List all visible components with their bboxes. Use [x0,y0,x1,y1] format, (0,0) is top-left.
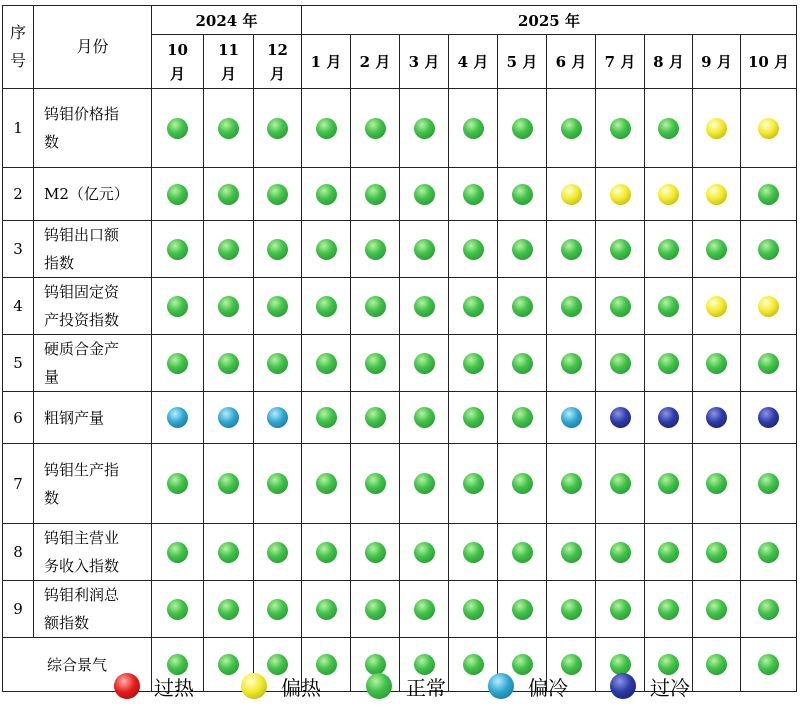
status-cell [254,278,302,335]
status-normal-icon [365,542,386,563]
legend-normal-icon [366,673,392,699]
status-cell [498,581,547,638]
status-cell [741,278,797,335]
status-normal-icon [218,296,239,317]
status-cell [645,392,693,444]
legend-warm-icon [241,673,267,699]
status-normal-icon [610,296,631,317]
status-normal-icon [658,599,679,620]
status-cell [645,524,693,581]
status-normal-icon [218,353,239,374]
status-cell [498,278,547,335]
status-cell [302,89,351,168]
month-header-2025: 3 月 [400,35,449,89]
status-warm-icon [758,296,779,317]
status-cell [645,89,693,168]
status-normal-icon [167,599,188,620]
status-normal-icon [167,353,188,374]
status-cell [741,168,797,221]
status-cell [645,444,693,524]
status-normal-icon [414,296,435,317]
status-normal-icon [463,473,484,494]
status-normal-icon [561,599,582,620]
status-cell [302,444,351,524]
status-cell [693,278,741,335]
status-normal-icon [218,118,239,139]
status-cell [400,168,449,221]
status-warm-icon [706,184,727,205]
status-cell [400,581,449,638]
status-cell [254,581,302,638]
row-indicator-name: 硬质合金产 量 [34,335,152,392]
status-cell [351,278,400,335]
status-normal-icon [167,296,188,317]
prosperity-table [2,5,797,692]
status-normal-icon [365,118,386,139]
status-cell [693,89,741,168]
status-normal-icon [316,542,337,563]
table-row [3,221,797,278]
status-normal-icon [758,542,779,563]
status-cell [741,221,797,278]
row-indicator-name: 钨钼生产指 数 [34,444,152,524]
row-indicator-name: 钨钼固定资 产投资指数 [34,278,152,335]
status-normal-icon [512,239,533,260]
table-row [3,335,797,392]
status-normal-icon [658,296,679,317]
row-index: 3 [3,221,34,278]
row-index: 8 [3,524,34,581]
table-row [3,444,797,524]
status-cell [596,221,645,278]
legend-label: 偏热 [281,675,321,700]
table-row [3,278,797,335]
status-cell [596,278,645,335]
status-normal-icon [610,473,631,494]
status-normal-icon [758,239,779,260]
status-normal-icon [267,599,288,620]
status-normal-icon [658,542,679,563]
table-row [3,392,797,444]
status-normal-icon [218,184,239,205]
row-indicator-name: 钨钼利润总 额指数 [34,581,152,638]
status-cell [596,168,645,221]
status-normal-icon [218,473,239,494]
legend-item-hot [114,671,194,701]
status-cell [547,278,596,335]
month-header-2025: 5 月 [498,35,547,89]
status-cell [152,392,204,444]
status-normal-icon [316,118,337,139]
legend-cool-icon [488,673,514,699]
status-cell [498,444,547,524]
status-normal-icon [658,353,679,374]
status-cell [302,168,351,221]
status-cell [498,221,547,278]
status-normal-icon [316,239,337,260]
status-normal-icon [758,599,779,620]
status-cell [645,581,693,638]
status-normal-icon [706,239,727,260]
status-cell [449,524,498,581]
status-normal-icon [414,118,435,139]
status-normal-icon [706,599,727,620]
status-normal-icon [758,473,779,494]
legend-item-normal [366,671,446,701]
status-cool-icon [267,407,288,428]
status-warm-icon [610,184,631,205]
table-row [3,168,797,221]
status-normal-icon [167,184,188,205]
status-normal-icon [512,296,533,317]
status-cell [204,168,254,221]
status-normal-icon [463,239,484,260]
status-cold-icon [706,407,727,428]
status-cell [400,278,449,335]
status-cell [645,221,693,278]
status-cell [254,444,302,524]
month-header-2025: 8 月 [645,35,693,89]
status-cell [302,335,351,392]
status-cell [596,392,645,444]
row-indicator-name: 综合景气 [3,638,152,692]
status-normal-icon [414,353,435,374]
month-header-2025: 9 月 [693,35,741,89]
status-normal-icon [463,118,484,139]
status-cell [547,89,596,168]
status-cell [400,524,449,581]
status-cell [400,335,449,392]
status-normal-icon [561,353,582,374]
status-cell [204,89,254,168]
status-normal-icon [365,184,386,205]
status-normal-icon [610,118,631,139]
status-cell [204,581,254,638]
status-cell [741,392,797,444]
status-warm-icon [706,118,727,139]
status-cell [741,581,797,638]
status-cell [400,89,449,168]
row-index: 5 [3,335,34,392]
status-normal-icon [316,599,337,620]
status-normal-icon [706,473,727,494]
status-normal-icon [365,353,386,374]
row-index: 9 [3,581,34,638]
legend-label: 过热 [154,675,194,700]
status-normal-icon [512,118,533,139]
month-header-2025: 1 月 [302,35,351,89]
status-cell [596,581,645,638]
status-cell [204,392,254,444]
status-normal-icon [267,296,288,317]
month-header-2024: 10 月 [152,35,204,89]
month-header-2024: 11 月 [204,35,254,89]
status-cell [152,335,204,392]
table-row [3,524,797,581]
status-cell [449,444,498,524]
status-cell [152,221,204,278]
status-normal-icon [365,296,386,317]
status-normal-icon [414,599,435,620]
status-normal-icon [561,118,582,139]
status-cell [741,89,797,168]
status-normal-icon [758,353,779,374]
status-cell [152,168,204,221]
legend [0,668,800,704]
status-cell [547,221,596,278]
status-normal-icon [365,599,386,620]
status-cell [449,89,498,168]
status-cell [351,444,400,524]
status-normal-icon [706,542,727,563]
status-cool-icon [167,407,188,428]
status-cell [547,581,596,638]
status-cell [351,335,400,392]
status-normal-icon [167,542,188,563]
status-cell [645,335,693,392]
month-header-2024: 12 月 [254,35,302,89]
status-normal-icon [561,239,582,260]
status-cell [254,221,302,278]
status-cell [400,444,449,524]
status-cell [596,89,645,168]
status-normal-icon [167,473,188,494]
status-warm-icon [561,184,582,205]
row-index: 2 [3,168,34,221]
status-cell [547,335,596,392]
status-cell [449,392,498,444]
status-normal-icon [267,239,288,260]
status-cold-icon [658,407,679,428]
status-cell [152,278,204,335]
status-normal-icon [267,542,288,563]
status-normal-icon [561,542,582,563]
row-indicator-name: 钨钼出口额 指数 [34,221,152,278]
status-normal-icon [658,239,679,260]
status-normal-icon [218,542,239,563]
year-2025-header: 2025 年 [302,6,797,35]
status-cell [693,524,741,581]
status-normal-icon [758,184,779,205]
status-cell [547,524,596,581]
status-normal-icon [414,542,435,563]
status-normal-icon [365,407,386,428]
status-cell [204,278,254,335]
status-cell [645,168,693,221]
status-normal-icon [267,473,288,494]
status-cell [254,89,302,168]
month-header-2025: 2 月 [351,35,400,89]
status-cell [302,524,351,581]
legend-hot-icon [114,673,140,699]
row-indicator-name: M2（亿元） [34,168,152,221]
status-normal-icon [267,184,288,205]
status-normal-icon [167,118,188,139]
status-cell [693,392,741,444]
status-cell [351,168,400,221]
status-cell [449,335,498,392]
status-cell [351,392,400,444]
status-normal-icon [365,239,386,260]
status-cold-icon [610,407,631,428]
status-normal-icon [512,353,533,374]
status-cold-icon [758,407,779,428]
status-normal-icon [414,184,435,205]
status-cell [351,581,400,638]
legend-item-cool [488,671,568,701]
status-normal-icon [610,239,631,260]
year-2024-header: 2024 年 [152,6,302,35]
legend-item-cold [610,671,690,701]
status-cell [204,221,254,278]
legend-label: 正常 [406,675,446,700]
status-warm-icon [706,296,727,317]
status-normal-icon [316,296,337,317]
status-cell [449,168,498,221]
status-cell [400,221,449,278]
legend-item-warm [241,671,321,701]
row-index: 4 [3,278,34,335]
status-cell [254,392,302,444]
status-cell [449,278,498,335]
status-cell [645,278,693,335]
status-cell [302,278,351,335]
month-header: 月份 [34,6,152,89]
status-normal-icon [463,599,484,620]
status-cell [152,524,204,581]
status-cool-icon [218,407,239,428]
row-indicator-name: 钨钼主营业 务收入指数 [34,524,152,581]
status-normal-icon [267,353,288,374]
status-normal-icon [414,239,435,260]
status-normal-icon [316,473,337,494]
status-cell [254,168,302,221]
status-cell [693,581,741,638]
status-cell [449,581,498,638]
row-indicator-name: 钨钼价格指 数 [34,89,152,168]
status-cell [204,335,254,392]
status-normal-icon [267,118,288,139]
row-indicator-name: 粗钢产量 [34,392,152,444]
status-cell [693,335,741,392]
status-normal-icon [463,353,484,374]
status-normal-icon [658,473,679,494]
status-normal-icon [365,473,386,494]
index-header: 序 号 [3,6,34,89]
status-cell [693,444,741,524]
status-cell [547,392,596,444]
status-normal-icon [463,542,484,563]
status-cell [596,524,645,581]
status-warm-icon [758,118,779,139]
status-cool-icon [561,407,582,428]
status-cell [547,168,596,221]
status-normal-icon [512,542,533,563]
status-cell [254,524,302,581]
status-normal-icon [561,296,582,317]
status-cell [498,168,547,221]
status-cell [302,392,351,444]
status-cell [596,444,645,524]
status-normal-icon [414,407,435,428]
status-cell [400,392,449,444]
status-normal-icon [218,599,239,620]
status-cell [547,444,596,524]
status-cell [152,89,204,168]
status-normal-icon [561,473,582,494]
row-index: 7 [3,444,34,524]
table-row [3,581,797,638]
status-cell [498,524,547,581]
month-header-2025: 6 月 [547,35,596,89]
legend-label: 偏冷 [528,675,568,700]
status-cell [449,221,498,278]
status-cell [351,221,400,278]
month-header-2025: 7 月 [596,35,645,89]
status-normal-icon [512,599,533,620]
status-normal-icon [706,353,727,374]
status-cell [152,444,204,524]
status-normal-icon [512,473,533,494]
status-normal-icon [610,599,631,620]
status-normal-icon [463,296,484,317]
status-cell [498,335,547,392]
status-normal-icon [463,407,484,428]
legend-label: 过冷 [650,675,690,700]
status-cell [204,444,254,524]
status-cell [693,221,741,278]
status-normal-icon [512,184,533,205]
row-index: 6 [3,392,34,444]
legend-cold-icon [610,673,636,699]
status-normal-icon [218,239,239,260]
row-index: 1 [3,89,34,168]
status-cell [741,335,797,392]
status-normal-icon [316,184,337,205]
status-normal-icon [610,542,631,563]
status-cell [741,444,797,524]
table-row [3,89,797,168]
status-warm-icon [658,184,679,205]
status-cell [254,335,302,392]
status-normal-icon [316,407,337,428]
status-normal-icon [463,184,484,205]
status-normal-icon [610,353,631,374]
status-normal-icon [658,118,679,139]
status-normal-icon [414,473,435,494]
status-cell [302,581,351,638]
status-cell [152,581,204,638]
status-cell [302,221,351,278]
status-cell [596,335,645,392]
status-cell [498,89,547,168]
month-header-2025: 10 月 [741,35,797,89]
month-header-2025: 4 月 [449,35,498,89]
status-cell [498,392,547,444]
status-normal-icon [167,239,188,260]
status-normal-icon [316,353,337,374]
status-cell [351,89,400,168]
status-cell [351,524,400,581]
status-normal-icon [512,407,533,428]
status-cell [204,524,254,581]
status-cell [693,168,741,221]
status-cell [741,524,797,581]
